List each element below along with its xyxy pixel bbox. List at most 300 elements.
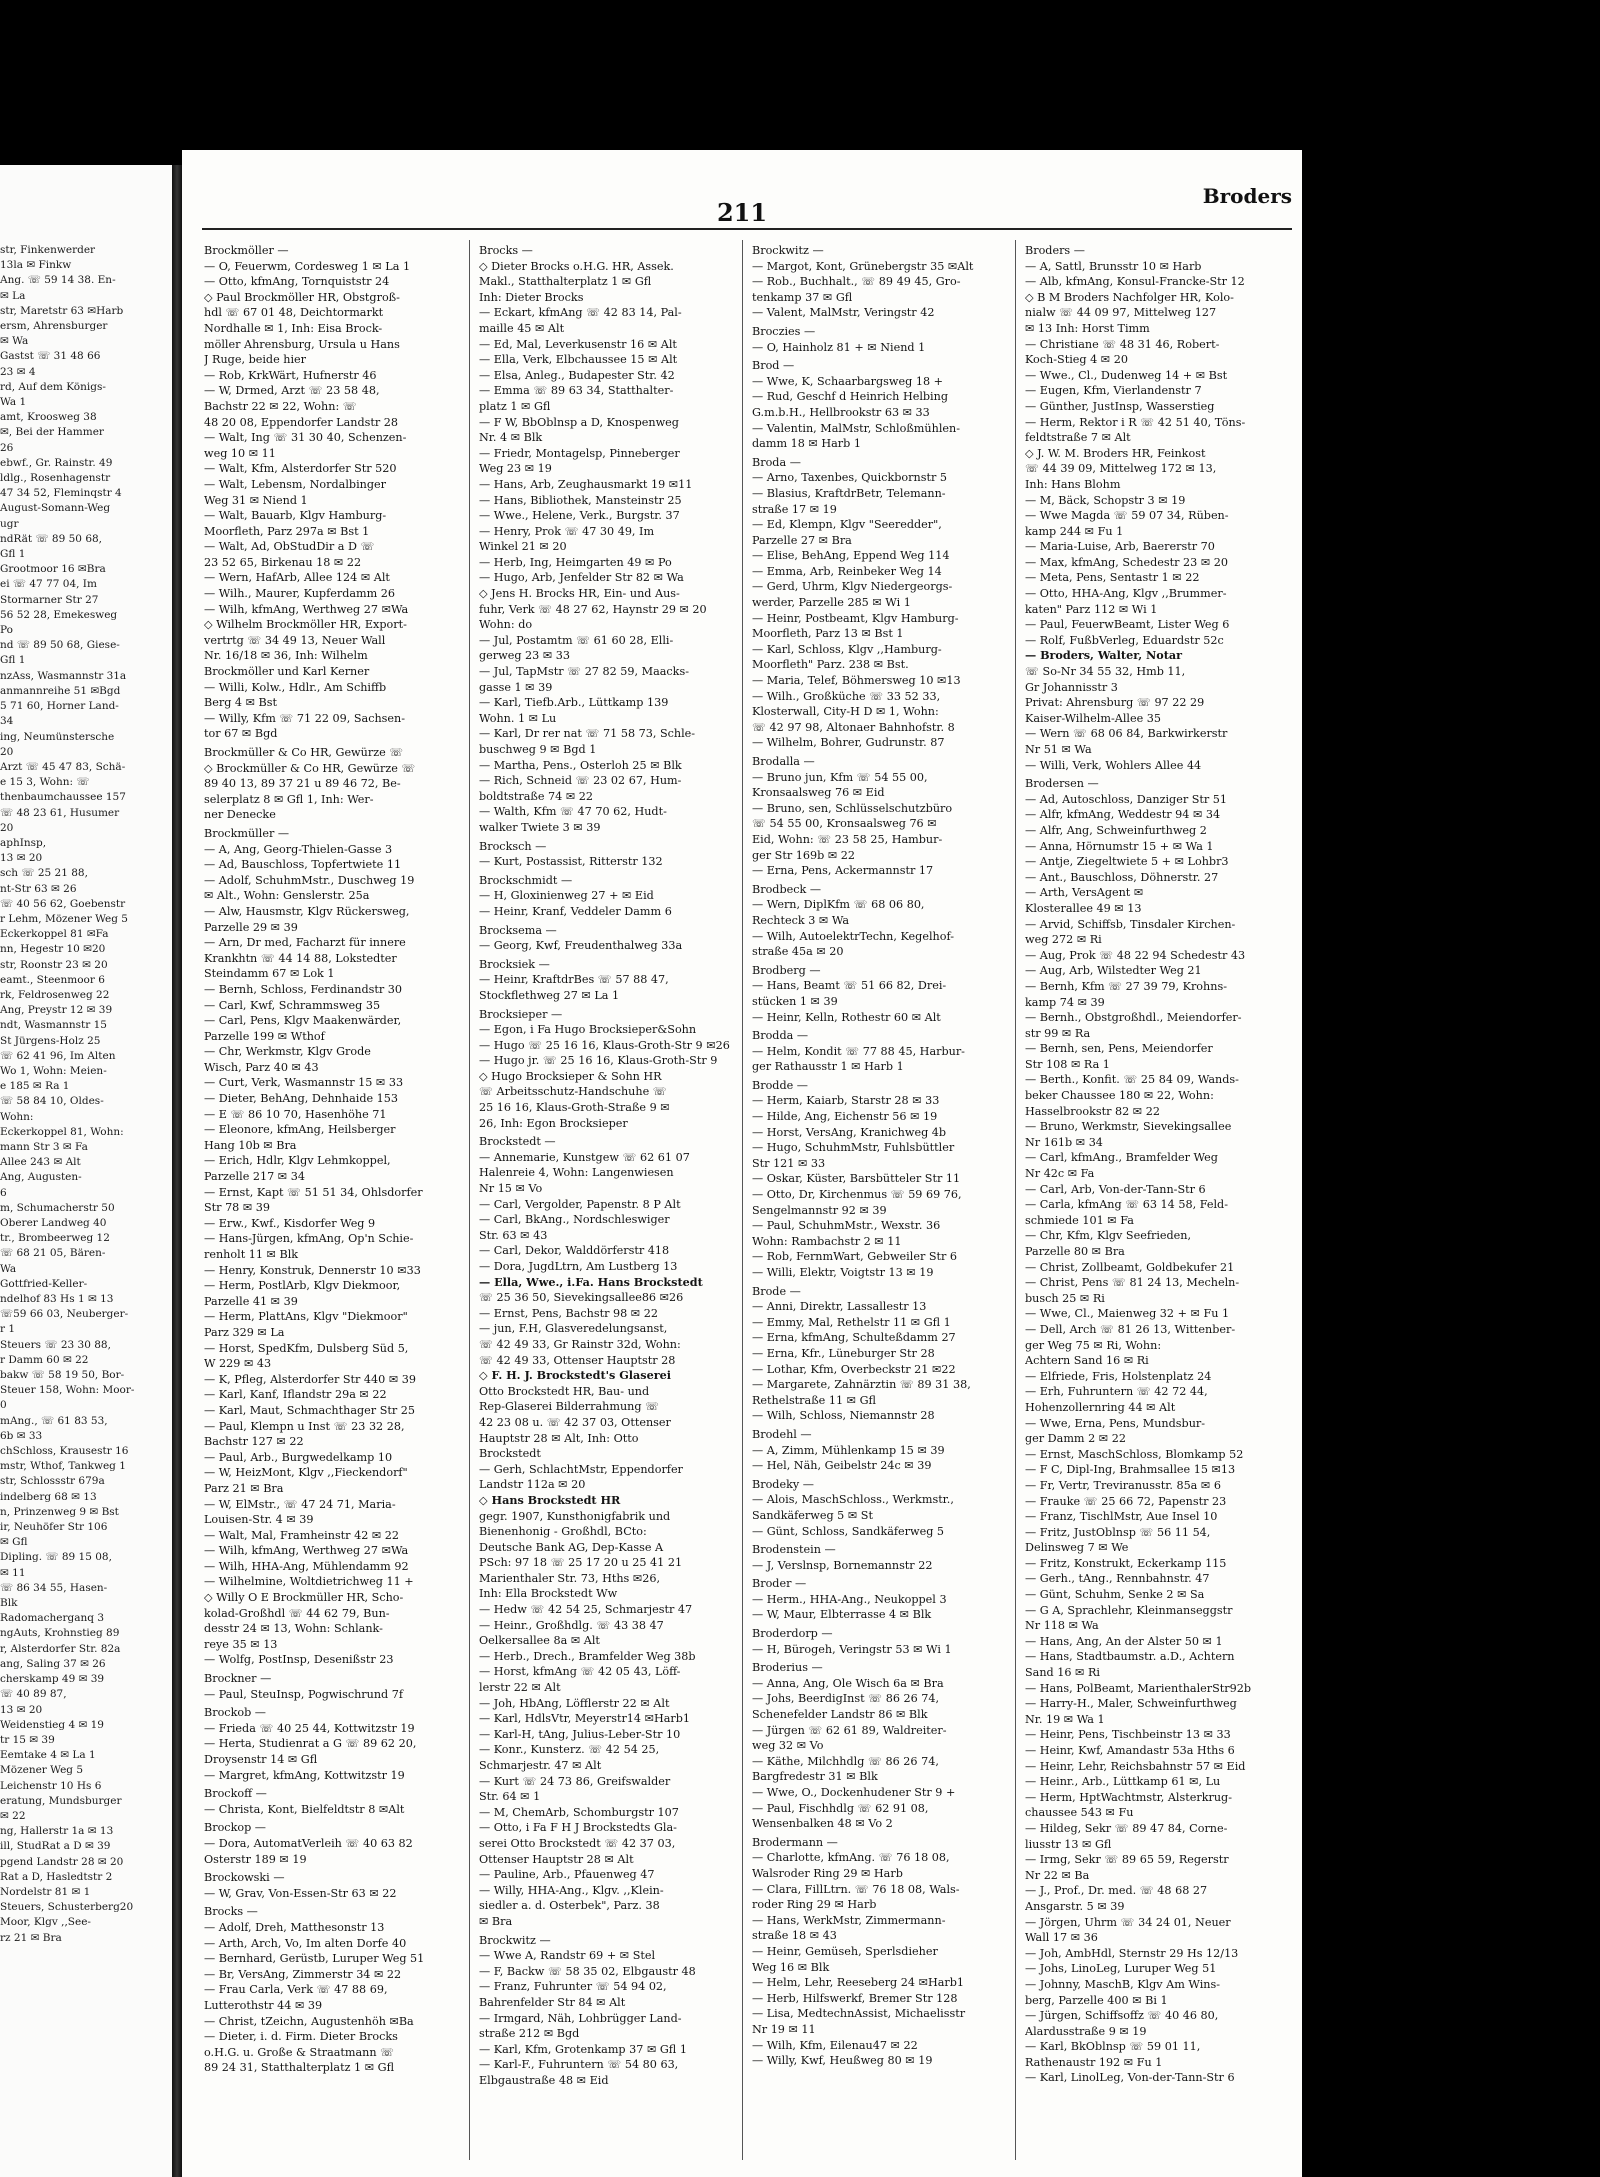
directory-entry: — Erich, Hdlr, Klgv Lehmkoppel, bbox=[204, 1154, 391, 1168]
directory-entry: — Emma, Arb, Reinbeker Weg 14 bbox=[752, 564, 942, 578]
directory-entry: straße 18 ✉ 43 bbox=[752, 1929, 837, 1943]
directory-entry: — Karl-F., Fuhruntern ☏ 54 80 63, bbox=[479, 2058, 679, 2072]
directory-entry: Klosterallee 49 ✉ 13 bbox=[1025, 901, 1142, 915]
directory-entry: — Wern ☏ 68 06 84, Barkwirkerstr bbox=[1025, 727, 1228, 741]
directory-entry: — Rob, FernmWart, Gebweiler Str 6 bbox=[752, 1250, 958, 1264]
directory-entry: — Kurt, Postassist, Ritterstr 132 bbox=[479, 855, 663, 869]
directory-entry: Bachstr 22 ✉ 22, Wohn: ☏ bbox=[204, 399, 357, 413]
directory-entry: — Karl, BkOblnsp ☏ 59 01 11, bbox=[1025, 2040, 1201, 2054]
directory-entry: Nr 15 ✉ Vo bbox=[479, 1182, 543, 1196]
directory-entry: — Wilh, Schloss, Niemannstr 28 bbox=[752, 1409, 935, 1423]
directory-entry: — H, Bürogeh, Veringstr 53 ✉ Wi 1 bbox=[752, 1642, 952, 1656]
directory-entry: — Fritz, Konstrukt, Eckerkamp 115 bbox=[1025, 1556, 1227, 1570]
surname-heading: Brocks — bbox=[479, 244, 533, 257]
left-page-line: 20 bbox=[0, 745, 14, 758]
directory-entry: Rep-Glaserei Bilderrahmung ☏ bbox=[479, 1400, 660, 1414]
directory-entry: o.H.G. u. Große & Straatmann ☏ bbox=[204, 2045, 395, 2059]
directory-entry: — Wilh, kfmAng, Werthweg 27 ✉Wa bbox=[204, 1544, 409, 1558]
directory-entry: str 99 ✉ Ra bbox=[1025, 1026, 1091, 1040]
surname-heading: Brocksema — bbox=[479, 923, 557, 937]
directory-entry: — O, Hainholz 81 + ✉ Niend 1 bbox=[752, 340, 926, 354]
directory-entry: weg 32 ✉ Vo bbox=[752, 1739, 824, 1753]
left-page-line: Weidenstieg 4 ✉ 19 bbox=[0, 1718, 104, 1731]
directory-entry: Wohn: do bbox=[479, 618, 533, 632]
directory-entry: 48 20 08, Eppendorfer Landstr 28 bbox=[204, 415, 399, 429]
directory-column-1 bbox=[204, 240, 459, 2160]
directory-entry: Wensenbalken 48 ✉ Vo 2 bbox=[752, 1817, 893, 1831]
left-page-line: mann Str 3 ✉ Fa bbox=[0, 1140, 88, 1153]
directory-entry: — Helm, Kondit ☏ 77 88 45, Harbur- bbox=[752, 1044, 965, 1058]
directory-entry: Parzelle 41 ✉ 39 bbox=[204, 1294, 298, 1308]
directory-entry: — Walt, Ad, ObStudDir a D ☏ bbox=[204, 540, 375, 554]
directory-entry: — Georg, Kwf, Freudenthalweg 33a bbox=[479, 939, 683, 953]
directory-entry: — Lisa, MedtechnAssist, Michaelisstr bbox=[752, 2007, 966, 2021]
directory-entry: Eid, Wohn: ☏ 23 58 25, Hambur- bbox=[752, 832, 943, 846]
directory-entry: — Bernh., Obstgroßhdl., Meiendorfer- bbox=[1025, 1011, 1242, 1025]
directory-entry: — E ☏ 86 10 70, Hasenhöhe 71 bbox=[204, 1107, 387, 1121]
left-page-line: r Lehm, Mözener Weg 5 bbox=[0, 912, 128, 925]
directory-entry: — Bruno jun, Kfm ☏ 54 55 00, bbox=[752, 770, 928, 784]
directory-entry: serei Otto Brockstedt ☏ 42 37 03, bbox=[479, 1836, 676, 1850]
left-page-line: ing, Neumünstersche bbox=[0, 730, 115, 743]
left-page-line: 20 bbox=[0, 821, 14, 834]
left-page-line: ☏ 58 84 10, Oldes- bbox=[0, 1095, 104, 1108]
left-page-line: 13 ✉ 20 bbox=[0, 852, 43, 865]
directory-entry: — Valentin, MalMstr, Schloßmühlen- bbox=[752, 421, 961, 435]
directory-entry: Stockflethweg 27 ✉ La 1 bbox=[479, 988, 620, 1002]
left-page-line: mAng., ☏ 61 83 53, bbox=[0, 1414, 108, 1427]
directory-entry: Inh: Ella Brockstedt Ww bbox=[479, 1587, 618, 1601]
directory-entry: — Wwe, O., Dockenhudener Str 9 + bbox=[752, 1786, 956, 1799]
left-page-line: Steuers, Schusterberg20 bbox=[0, 1901, 134, 1914]
left-page-line: Stormarner Str 27 bbox=[0, 593, 99, 606]
surname-heading: Brockwitz — bbox=[479, 1933, 551, 1947]
directory-entry: Parzelle 27 ✉ Bra bbox=[752, 533, 852, 547]
left-page-line: Eemtake 4 ✉ La 1 bbox=[0, 1749, 96, 1762]
directory-entry: lerstr 22 ✉ Alt bbox=[479, 1681, 561, 1695]
directory-entry: Bachstr 127 ✉ 22 bbox=[204, 1435, 304, 1449]
left-page-line: sch ☏ 25 21 88, bbox=[0, 867, 88, 880]
left-page-line: 34 bbox=[0, 715, 14, 728]
directory-entry: ◇ J. W. M. Broders HR, Feinkost bbox=[1025, 446, 1206, 460]
directory-entry: gasse 1 ✉ 39 bbox=[479, 680, 553, 694]
left-page-line: rd, Auf dem Königs- bbox=[0, 380, 106, 393]
directory-entry: — A, Zimm, Mühlenkamp 15 ✉ 39 bbox=[752, 1443, 945, 1457]
directory-entry: Berg 4 ✉ Bst bbox=[204, 696, 277, 710]
directory-entry: ☏ 42 49 33, Gr Rainstr 32d, Wohn: bbox=[479, 1337, 681, 1351]
left-page-line: ebwf., Gr. Rainstr. 49 bbox=[0, 456, 113, 469]
directory-entry: Parz 329 ✉ La bbox=[204, 1325, 285, 1339]
left-page-line: r, Alsterdorfer Str. 82a bbox=[0, 1642, 121, 1655]
directory-entry: — Wilh., Großküche ☏ 33 52 33, bbox=[752, 689, 941, 703]
directory-entry: renholt 11 ✉ Blk bbox=[204, 1248, 299, 1261]
directory-entry: ☏ 44 39 09, Mittelweg 172 ✉ 13, bbox=[1025, 462, 1217, 476]
directory-entry: — Frieda ☏ 40 25 44, Kottwitzstr 19 bbox=[204, 1721, 415, 1735]
running-head: Broders bbox=[1202, 184, 1292, 208]
directory-entry: — Annemarie, Kunstgew ☏ 62 61 07 bbox=[479, 1150, 690, 1164]
directory-entry: — Valent, MalMstr, Veringstr 42 bbox=[752, 306, 935, 320]
left-page-line: pgend Landstr 28 ✉ 20 bbox=[0, 1855, 124, 1868]
directory-entry: ◇ Hans Brockstedt HR bbox=[479, 1492, 621, 1507]
directory-entry: — Fr, Vertr, Treviranusstr. 85a ✉ 6 bbox=[1025, 1478, 1221, 1492]
directory-entry: — Horst, kfmAng ☏ 42 05 43, Löff- bbox=[479, 1665, 681, 1679]
directory-entry: — Jörgen, Uhrm ☏ 34 24 01, Neuer bbox=[1025, 1915, 1231, 1929]
left-page-line: 47 34 52, Fleminqstr 4 bbox=[0, 487, 122, 500]
directory-entry: — Dieter, BehAng, Dehnhaide 153 bbox=[204, 1092, 399, 1106]
directory-entry: roder Ring 29 ✉ Harb bbox=[752, 1898, 877, 1912]
directory-entry: straße 45a ✉ 20 bbox=[752, 945, 844, 959]
directory-entry: — Maria, Telef, Böhmersweg 10 ✉13 bbox=[752, 674, 961, 688]
directory-entry: — Ad, Bauschloss, Topfertwiete 11 bbox=[204, 858, 402, 872]
directory-entry: Str 108 ✉ Ra 1 bbox=[1025, 1057, 1110, 1071]
directory-entry: damm 18 ✉ Harb 1 bbox=[752, 437, 861, 451]
directory-entry: Elbgaustraße 48 ✉ Eid bbox=[479, 2073, 609, 2087]
surname-heading: Broder — bbox=[752, 1577, 807, 1591]
directory-entry: Moorfleth, Parz 297a ✉ Bst 1 bbox=[204, 524, 370, 538]
directory-entry: — J, Verslnsp, Bornemannstr 22 bbox=[752, 1558, 933, 1572]
directory-entry: — O, Feuerwm, Cordesweg 1 ✉ La 1 bbox=[204, 259, 411, 273]
directory-entry: — Bernhard, Gerüstb, Luruper Weg 51 bbox=[204, 1952, 425, 1966]
directory-entry: Inh: Dieter Brocks bbox=[479, 290, 584, 304]
left-page-line: Wohn: bbox=[0, 1110, 34, 1123]
left-page-line: Rat a D, Hasledtstr 2 bbox=[0, 1870, 113, 1883]
directory-entry: beker Chaussee 180 ✉ 22, Wohn: bbox=[1025, 1089, 1214, 1103]
directory-entry: reye 35 ✉ 13 bbox=[204, 1637, 278, 1651]
directory-entry: — Günt, Schuhm, Senke 2 ✉ Sa bbox=[1025, 1588, 1205, 1602]
directory-entry: Makl., Statthalterplatz 1 ✉ Gfl bbox=[479, 275, 652, 289]
left-page-line: Grootmoor 16 ✉Bra bbox=[0, 563, 106, 576]
left-page-line: Po bbox=[0, 624, 13, 637]
left-page-line: bakw ☏ 58 19 50, Bor- bbox=[0, 1369, 125, 1382]
directory-entry: Bahrenfelder Str 84 ✉ Alt bbox=[479, 1995, 626, 2009]
left-page-line: anmannreihe 51 ✉Bgd bbox=[0, 684, 121, 697]
directory-entry: — Herm, Rektor i R ☏ 42 51 40, Töns- bbox=[1025, 415, 1246, 429]
left-page-line: mstr, Wthof, Tankweg 1 bbox=[0, 1460, 126, 1473]
directory-entry: Alardusstraße 9 ✉ 19 bbox=[1025, 2024, 1147, 2038]
directory-entry: — Wilh., Maurer, Kupferdamm 26 bbox=[204, 587, 396, 601]
directory-entry: — Paul, Fischhdlg ☏ 62 91 08, bbox=[752, 1801, 929, 1815]
directory-entry: — Ant., Bauschloss, Döhnerstr. 27 bbox=[1025, 870, 1219, 884]
left-page-line: Wa 1 bbox=[0, 396, 27, 409]
directory-entry: W 229 ✉ 43 bbox=[204, 1357, 272, 1371]
directory-entry: — Chr, Kfm, Klgv Seefrieden, bbox=[1025, 1229, 1192, 1243]
directory-entry: — Johs, BeerdigInst ☏ 86 26 74, bbox=[752, 1692, 940, 1706]
directory-entry: — Karl, HdlsVtr, Meyerstr14 ✉Harb1 bbox=[479, 1712, 691, 1726]
left-page-line: thenbaumchaussee 157 bbox=[0, 791, 126, 804]
directory-entry: — Dora, AutomatVerleih ☏ 40 63 82 bbox=[204, 1836, 413, 1850]
directory-entry: — Berth., Konfit. ☏ 25 84 09, Wands- bbox=[1025, 1073, 1239, 1087]
left-page-line: ☏ 68 21 05, Bären- bbox=[0, 1247, 106, 1260]
left-page-line: 5 71 60, Horner Land- bbox=[0, 700, 119, 713]
directory-entry: Deutsche Bank AG, Dep-Kasse A bbox=[479, 1540, 664, 1554]
left-page-line: Moor, Klgv ,,See- bbox=[0, 1916, 91, 1929]
surname-heading: Brocksiek — bbox=[479, 957, 550, 971]
directory-entry: — Carl, kfmAng., Bramfelder Weg bbox=[1025, 1151, 1218, 1165]
directory-entry: — Jul, TapMstr ☏ 27 82 59, Maacks- bbox=[479, 665, 689, 679]
directory-entry: — Eleonore, kfmAng, Heilsberger bbox=[204, 1123, 396, 1137]
directory-entry: — Horst, VersAng, Kranichweg 4b bbox=[752, 1125, 947, 1139]
directory-entry: — Heinr, Pens, Tischbeinstr 13 ✉ 33 bbox=[1025, 1728, 1231, 1742]
directory-entry: Nordhalle ✉ 1, Inh: Eisa Brock- bbox=[204, 321, 383, 335]
left-page-line: ir, Neuhöfer Str 106 bbox=[0, 1521, 108, 1534]
directory-entry: Achtern Sand 16 ✉ Ri bbox=[1025, 1354, 1149, 1368]
directory-entry: — Walt, Kfm, Alsterdorfer Str 520 bbox=[204, 462, 397, 476]
directory-entry: — Willy, Kfm ☏ 71 22 09, Sachsen- bbox=[204, 711, 406, 725]
directory-entry: Kaiser-Wilhelm-Allee 35 bbox=[1025, 711, 1162, 725]
directory-entry: gegr. 1907, Kunsthonigfabrik und bbox=[479, 1509, 671, 1523]
directory-entry: Marienthaler Str. 73, Hths ✉26, bbox=[479, 1571, 661, 1585]
surname-heading: Brockschmidt — bbox=[479, 873, 573, 887]
directory-entry: — Herm, Kaiarb, Starstr 28 ✉ 33 bbox=[752, 1094, 940, 1108]
left-page-line: ill, StudRat a D ✉ 39 bbox=[0, 1840, 111, 1853]
directory-entry: — A, Sattl, Brunsstr 10 ✉ Harb bbox=[1025, 259, 1202, 273]
directory-entry: — Ed, Mal, Leverkusenstr 16 ✉ Alt bbox=[479, 337, 677, 351]
directory-entry: — G A, Sprachlehr, Kleinmanseggstr bbox=[1025, 1603, 1233, 1617]
surname-heading: Brockstedt — bbox=[479, 1135, 556, 1149]
directory-entry: ✉ 13 Inh: Horst Timm bbox=[1025, 321, 1150, 335]
left-page-line: Arzt ☏ 45 47 83, Schä- bbox=[0, 760, 126, 773]
directory-entry: Sandkäferweg 5 ✉ St bbox=[752, 1508, 873, 1522]
left-page-line: tr 15 ✉ 39 bbox=[0, 1733, 55, 1746]
surname-heading: Broderius — bbox=[752, 1661, 823, 1675]
directory-entry: — Karl, Kfm, Grotenkamp 37 ✉ Gfl 1 bbox=[479, 2042, 687, 2056]
directory-entry: ☏ 42 97 98, Altonaer Bahnhofstr. 8 bbox=[752, 720, 955, 734]
directory-entry: — Helm, Lehr, Reeseberg 24 ✉Harb1 bbox=[752, 1976, 964, 1990]
left-page-line: Gfl 1 bbox=[0, 654, 26, 667]
directory-entry: — Ed, Klempn, Klgv "Seeredder", bbox=[752, 518, 942, 532]
left-page-line: Ang, Augusten- bbox=[0, 1171, 82, 1184]
directory-entry: — Hans, Ang, An der Alster 50 ✉ 1 bbox=[1025, 1634, 1223, 1648]
directory-entry: — Irmgard, Näh, Lohbrügger Land- bbox=[479, 2011, 682, 2025]
directory-entry: — Käthe, Milchhdlg ☏ 86 26 74, bbox=[752, 1754, 939, 1768]
surname-heading: Brockner — bbox=[204, 1672, 272, 1686]
directory-entry: ☏ 25 36 50, Sievekingsallee86 ✉26 bbox=[479, 1291, 684, 1305]
directory-entry: — Rud, Geschf d Heinrich Helbing bbox=[752, 390, 949, 404]
directory-entry: — Otto, kfmAng, Tornquiststr 24 bbox=[204, 275, 390, 289]
directory-entry: Bienenhonig - Großhdl, BCto: bbox=[479, 1525, 647, 1539]
directory-entry: — Kurt ☏ 24 73 86, Greifswalder bbox=[479, 1774, 671, 1788]
left-page-line: Wa bbox=[0, 1262, 17, 1275]
directory-entry: werder, Parzelle 285 ✉ Wi 1 bbox=[752, 596, 911, 610]
directory-entry: kamp 244 ✉ Fu 1 bbox=[1025, 524, 1124, 538]
directory-entry: Hang 10b ✉ Bra bbox=[204, 1138, 297, 1152]
directory-entry: — Ella, Wwe., i.Fa. Hans Brockstedt bbox=[479, 1274, 703, 1289]
directory-entry: katen" Parz 112 ✉ Wi 1 bbox=[1025, 602, 1158, 616]
directory-entry: — Paul, SchuhmMstr., Wexstr. 36 bbox=[752, 1219, 941, 1233]
directory-entry: — Erna, kfmAng, Schulteßdamm 27 bbox=[752, 1331, 956, 1345]
directory-entry: — Bernh, sen, Pens, Meiendorfer bbox=[1025, 1042, 1213, 1056]
directory-entry: — Ernst, Kapt ☏ 51 51 34, Ohlsdorfer bbox=[204, 1185, 423, 1199]
directory-entry: 25 16 16, Klaus-Groth-Straße 9 ✉ bbox=[479, 1101, 670, 1115]
left-page-line: ndelhof 83 Hs 1 ✉ 13 bbox=[0, 1293, 114, 1306]
directory-entry: — Heinr, Gemüseh, Sperlsdieher bbox=[752, 1944, 938, 1958]
directory-entry: schmiede 101 ✉ Fa bbox=[1025, 1213, 1134, 1227]
directory-entry: — Herm, HptWachtmstr, Alsterkrug- bbox=[1025, 1790, 1232, 1804]
surname-heading: Brodermann — bbox=[752, 1835, 838, 1849]
directory-entry: — Hans, WerkMstr, Zimmermann- bbox=[752, 1913, 946, 1927]
surname-heading: Brodersen — bbox=[1025, 777, 1099, 791]
left-page-line: e 15 3, Wohn: ☏ bbox=[0, 776, 90, 789]
left-page-line: r Damm 60 ✉ 22 bbox=[0, 1353, 89, 1366]
directory-entry: Brockstedt bbox=[479, 1447, 541, 1461]
directory-entry: — Carl, Pens, Klgv Maakenwärder, bbox=[204, 1014, 402, 1028]
directory-entry: ◇ Jens H. Brocks HR, Ein- und Aus- bbox=[479, 587, 680, 601]
directory-entry: — Hugo jr. ☏ 25 16 16, Klaus-Groth-Str 9 bbox=[479, 1054, 718, 1068]
left-page-line: 23 ✉ 4 bbox=[0, 365, 36, 378]
directory-entry: Kronsaalsweg 76 ✉ Eid bbox=[752, 786, 885, 800]
directory-entry: Delinsweg 7 ✉ We bbox=[1025, 1541, 1129, 1555]
left-page-line: St Jürgens-Holz 25 bbox=[0, 1034, 101, 1047]
directory-entry: — Wwe, K, Schaarbargsweg 18 + bbox=[752, 374, 944, 388]
directory-entry: — Hildeg, Sekr ☏ 89 47 84, Corne- bbox=[1025, 1821, 1228, 1835]
directory-entry: Nr. 4 ✉ Blk bbox=[479, 431, 543, 445]
left-page-line: Gfl 1 bbox=[0, 548, 26, 561]
directory-entry: — Gerh, SchlachtMstr, Eppendorfer bbox=[479, 1462, 683, 1476]
directory-entry: — Christ, tZeichn, Augustenhöh ✉Ba bbox=[204, 2014, 414, 2028]
directory-entry: — Franz, Fuhrunter ☏ 54 94 02, bbox=[479, 1980, 667, 1994]
directory-entry: — Arn, Dr med, Facharzt für innere bbox=[204, 936, 406, 950]
directory-entry: — Heinr, Kelln, Rothestr 60 ✉ Alt bbox=[752, 1010, 941, 1024]
surname-heading: Brockoff — bbox=[204, 1787, 267, 1801]
left-page-line: Radomacherganq 3 bbox=[0, 1612, 105, 1625]
directory-entry: ger Damm 2 ✉ 22 bbox=[1025, 1432, 1126, 1446]
left-page-line: chSchloss, Krausestr 16 bbox=[0, 1445, 129, 1458]
left-page-line: ugr bbox=[0, 517, 19, 530]
left-page-line: Leichenstr 10 Hs 6 bbox=[0, 1779, 102, 1792]
directory-entry: — Adolf, SchuhmMstr., Duschweg 19 bbox=[204, 873, 415, 887]
directory-entry: Str. 63 ✉ 43 bbox=[479, 1228, 548, 1242]
left-page-line: nt-Str 63 ✉ 26 bbox=[0, 882, 77, 895]
left-page-line: ☏ 40 56 62, Goebenstr bbox=[0, 897, 126, 910]
directory-entry: desstr 24 ✉ 13, Wohn: Schlank- bbox=[204, 1622, 383, 1636]
left-page-line: ✉ La bbox=[0, 289, 26, 302]
directory-entry: — Wwe., Cl., Dudenweg 14 + ✉ Bst bbox=[1025, 368, 1228, 382]
directory-entry: — Charlotte, kfmAng. ☏ 76 18 08, bbox=[752, 1851, 950, 1865]
directory-entry: — Anna, Ang, Ole Wisch 6a ✉ Bra bbox=[752, 1676, 944, 1690]
directory-entry: — Aug, Arb, Wilstedter Weg 21 bbox=[1025, 964, 1202, 978]
directory-entry: ger Weg 75 ✉ Ri, Wohn: bbox=[1025, 1338, 1162, 1352]
directory-entry: Wall 17 ✉ 36 bbox=[1025, 1931, 1098, 1945]
directory-entry: — Heinr, Postbeamt, Klgv Hamburg- bbox=[752, 611, 959, 625]
directory-entry: — Heinr, KraftdrBes ☏ 57 88 47, bbox=[479, 973, 669, 987]
directory-entry: platz 1 ✉ Gfl bbox=[479, 399, 551, 413]
directory-entry: — Emma ☏ 89 63 34, Statthalter- bbox=[479, 384, 674, 398]
directory-entry: — Gerd, Uhrm, Klgv Niedergeorgs- bbox=[752, 580, 953, 594]
left-page-line: ✉ Gfl bbox=[0, 1536, 28, 1549]
directory-entry: 26, Inh: Egon Brocksieper bbox=[479, 1116, 628, 1130]
directory-entry: Walsroder Ring 29 ✉ Harb bbox=[752, 1866, 903, 1880]
directory-entry: Oelkersallee 8a ✉ Alt bbox=[479, 1634, 600, 1648]
directory-entry: — Bernh, Schloss, Ferdinandstr 30 bbox=[204, 982, 402, 996]
directory-entry: kolad-Großhdl ☏ 44 62 79, Bun- bbox=[204, 1606, 390, 1620]
column-divider bbox=[1015, 240, 1016, 2160]
directory-entry: hdl ☏ 67 01 48, Deichtormarkt bbox=[204, 306, 384, 320]
directory-entry: — Wwe, Cl., Maienweg 32 + ✉ Fu 1 bbox=[1025, 1307, 1230, 1321]
directory-entry: — Heinr, Kwf, Amandastr 53a Hths 6 bbox=[1025, 1744, 1235, 1757]
directory-entry: — Herb, Ing, Heimgarten 49 ✉ Po bbox=[479, 555, 672, 569]
directory-entry: — Arno, Taxenbes, Quickbornstr 5 bbox=[752, 471, 947, 485]
directory-entry: — Hel, Näh, Geibelstr 24c ✉ 39 bbox=[752, 1459, 932, 1473]
left-page-line: 13 ✉ 20 bbox=[0, 1703, 43, 1716]
directory-entry: — Carl, BkAng., Nordschleswiger bbox=[479, 1213, 670, 1227]
directory-entry: 23 52 65, Birkenau 18 ✉ 22 bbox=[204, 555, 362, 569]
left-page-line: Wo 1, Wohn: Meien- bbox=[0, 1064, 107, 1077]
directory-entry: — W, ElMstr., ☏ 47 24 71, Maria- bbox=[204, 1497, 396, 1511]
left-page-line: ✉, Bei der Hammer bbox=[0, 426, 104, 439]
directory-entry: Klosterwall, City-H D ✉ 1, Wohn: bbox=[752, 705, 939, 719]
directory-entry: — Karl, Dr rer nat ☏ 71 58 73, Schle- bbox=[479, 727, 696, 741]
directory-entry: — Hans, PolBeamt, MarienthalerStr92b bbox=[1025, 1681, 1252, 1695]
directory-entry: Landstr 112a ✉ 20 bbox=[479, 1478, 586, 1492]
directory-entry: — Johs, LinoLeg, Luruper Weg 51 bbox=[1025, 1962, 1217, 1976]
left-page-line: str, Maretstr 63 ✉Harb bbox=[0, 304, 124, 317]
directory-entry: Halenreie 4, Wohn: Langenwiesen bbox=[479, 1166, 674, 1180]
directory-entry: Nr 161b ✉ 34 bbox=[1025, 1135, 1103, 1149]
directory-entry: — Otto, i Fa F H J Brockstedts Gla- bbox=[479, 1821, 677, 1835]
directory-entry: Parzelle 217 ✉ 34 bbox=[204, 1170, 305, 1184]
directory-entry: — Wilhelmine, Woltdietrichweg 11 + bbox=[204, 1575, 414, 1589]
directory-entry: — Dieter, i. d. Firm. Dieter Brocks bbox=[204, 2030, 398, 2044]
column-divider bbox=[469, 240, 470, 2160]
directory-entry: — Paul, FeuerwBeamt, Lister Weg 6 bbox=[1025, 618, 1230, 632]
directory-entry: — Walt, Mal, Framheinstr 42 ✉ 22 bbox=[204, 1528, 400, 1542]
left-page-line: 56 52 28, Emekesweg bbox=[0, 608, 118, 621]
directory-entry: — Gerh., tAng., Rennbahnstr. 47 bbox=[1025, 1572, 1210, 1586]
directory-entry: — Arvid, Schiffsb, Tinsdaler Kirchen- bbox=[1025, 917, 1236, 931]
directory-entry: — Blasius, KraftdrBetr, Telemann- bbox=[752, 486, 946, 500]
directory-entry: — Alfr, Ang, Schweinfurthweg 2 bbox=[1025, 823, 1207, 837]
surname-heading: Brockmüller — bbox=[204, 826, 290, 840]
directory-entry: vertrtg ☏ 34 49 13, Neuer Wall bbox=[204, 633, 386, 647]
directory-entry: maille 45 ✉ Alt bbox=[479, 321, 565, 335]
surname-heading: Brodehl — bbox=[752, 1427, 812, 1441]
left-page-line: str, Finkenwerder bbox=[0, 244, 96, 256]
directory-entry: Lutterothstr 44 ✉ 39 bbox=[204, 1998, 323, 2012]
surname-heading: Brockmöller — bbox=[204, 244, 289, 257]
left-page-line: ei ☏ 47 77 04, Im bbox=[0, 578, 97, 591]
surname-heading: Brodenstein — bbox=[752, 1543, 836, 1557]
directory-entry: ☏ Arbeitsschutz-Handschuhe ☏ bbox=[479, 1085, 667, 1099]
directory-entry: ger Rathausstr 1 ✉ Harb 1 bbox=[752, 1060, 904, 1074]
left-page-line: Steuers ☏ 23 30 88, bbox=[0, 1338, 111, 1351]
directory-entry: — Erw., Kwf., Kisdorfer Weg 9 bbox=[204, 1216, 376, 1230]
directory-entry: — Wilhelm, Bohrer, Gudrunstr. 87 bbox=[752, 736, 945, 750]
directory-entry: — Wwe, Erna, Pens, Mundsbur- bbox=[1025, 1416, 1206, 1430]
directory-entry: — Erna, Kfr., Lüneburger Str 28 bbox=[752, 1346, 935, 1360]
directory-entry: — Herb., Drech., Bramfelder Weg 38b bbox=[479, 1649, 696, 1663]
directory-entry: ◇ Brockmüller & Co HR, Gewürze ☏ bbox=[204, 761, 416, 775]
directory-entry: — Paul, Arb., Burgwedelkamp 10 bbox=[204, 1450, 393, 1464]
directory-entry: Nr 19 ✉ 11 bbox=[752, 2022, 816, 2036]
left-page-line: Allee 243 ✉ Alt bbox=[0, 1156, 81, 1169]
header-rule bbox=[202, 228, 1292, 230]
directory-entry: — Willy, HHA-Ang., Klgv. ,,Klein- bbox=[479, 1883, 664, 1897]
left-page-line: ☏ 40 89 87, bbox=[0, 1688, 67, 1701]
directory-entry: Schenefelder Landstr 86 ✉ Blk bbox=[752, 1708, 928, 1722]
directory-entry: ✉ Bra bbox=[479, 1914, 513, 1928]
directory-entry: tor 67 ✉ Bgd bbox=[204, 727, 278, 741]
directory-entry: — Herm, PlattAns, Klgv "Diekmoor" bbox=[204, 1310, 408, 1324]
directory-entry: 42 23 08 u. ☏ 42 37 03, Ottenser bbox=[479, 1415, 671, 1429]
directory-entry: — Erh, Fuhruntern ☏ 42 72 44, bbox=[1025, 1385, 1208, 1399]
surname-heading: Broders — bbox=[1025, 244, 1085, 257]
directory-entry: — Wern, HafArb, Allee 124 ✉ Alt bbox=[204, 571, 390, 585]
directory-entry: ☏ 54 55 00, Kronsaalsweg 76 ✉ bbox=[752, 817, 937, 831]
directory-entry: buschweg 9 ✉ Bgd 1 bbox=[479, 743, 597, 756]
directory-entry: straße 212 ✉ Bgd bbox=[479, 2027, 580, 2041]
directory-entry: — Anni, Direktr, Lassallestr 13 bbox=[752, 1300, 927, 1314]
directory-entry: Rethelstraße 11 ✉ Gfl bbox=[752, 1393, 876, 1407]
